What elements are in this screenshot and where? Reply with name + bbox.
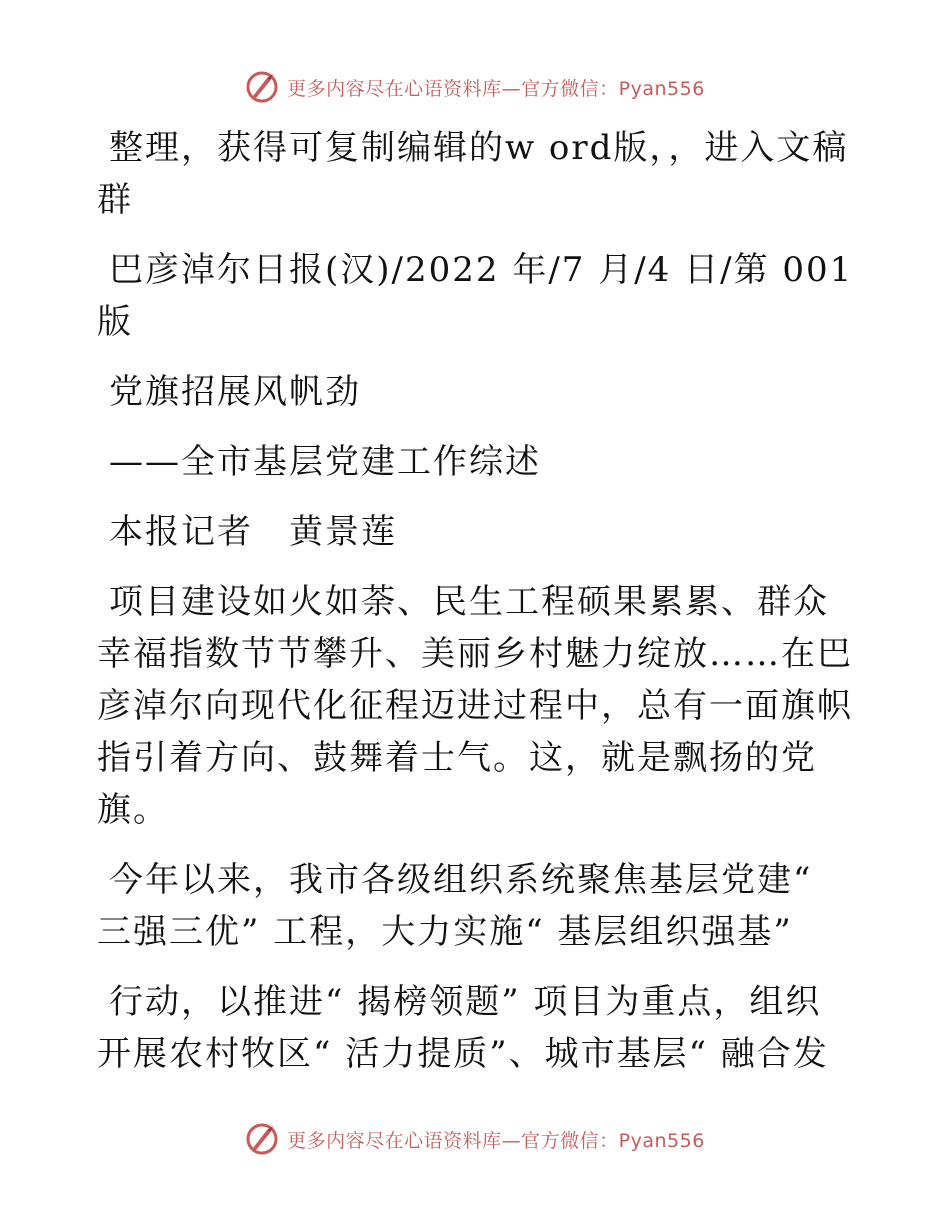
article-title: 党旗招展风帆劲 <box>109 372 361 412</box>
body-paragraph-1: 项目建设如火如荼、民生工程硕果累累、群众幸福指数节节攀升、美丽乡村魅力绽放……在巴彦淖尔向现代化征程迈进过程中，总有一面旗帜指引着方向、鼓舞着士气。这，就是飘扬的党旗。 <box>97 582 853 830</box>
source-line: 巴彦淖尔日报(汉)/2022 年/7 月/4 日/第 001版 <box>97 250 854 342</box>
article-subtitle: ——全市基层党建工作综述 <box>109 442 541 482</box>
article-body <box>97 122 857 1098</box>
body-paragraph-2: 今年以来，我市各级组织系统聚焦基层党建“ 三强三优” 工程，大力实施“ 基层组织强基” <box>97 860 813 952</box>
quill-circle-logo-icon <box>245 70 279 104</box>
intro-note: 整理，获得可复制编辑的w ord版，，进入文稿群 <box>97 128 849 220</box>
body-paragraph-3: 行动，以推进“ 揭榜领题” 项目为重点，组织开展农村牧区“ 活力提质”、城市基层“ 融合发 <box>97 982 829 1074</box>
footer-watermark-text: 更多内容尽在心语资料库—官方微信：Pyan556 <box>287 1129 705 1152</box>
header-watermark-text: 更多内容尽在心语资料库—官方微信：Pyan556 <box>287 77 705 100</box>
byline: 本报记者 黄景莲 <box>109 512 397 552</box>
header-watermark <box>0 70 950 104</box>
quill-circle-logo-icon <box>245 1122 279 1156</box>
footer-watermark <box>0 1122 950 1156</box>
